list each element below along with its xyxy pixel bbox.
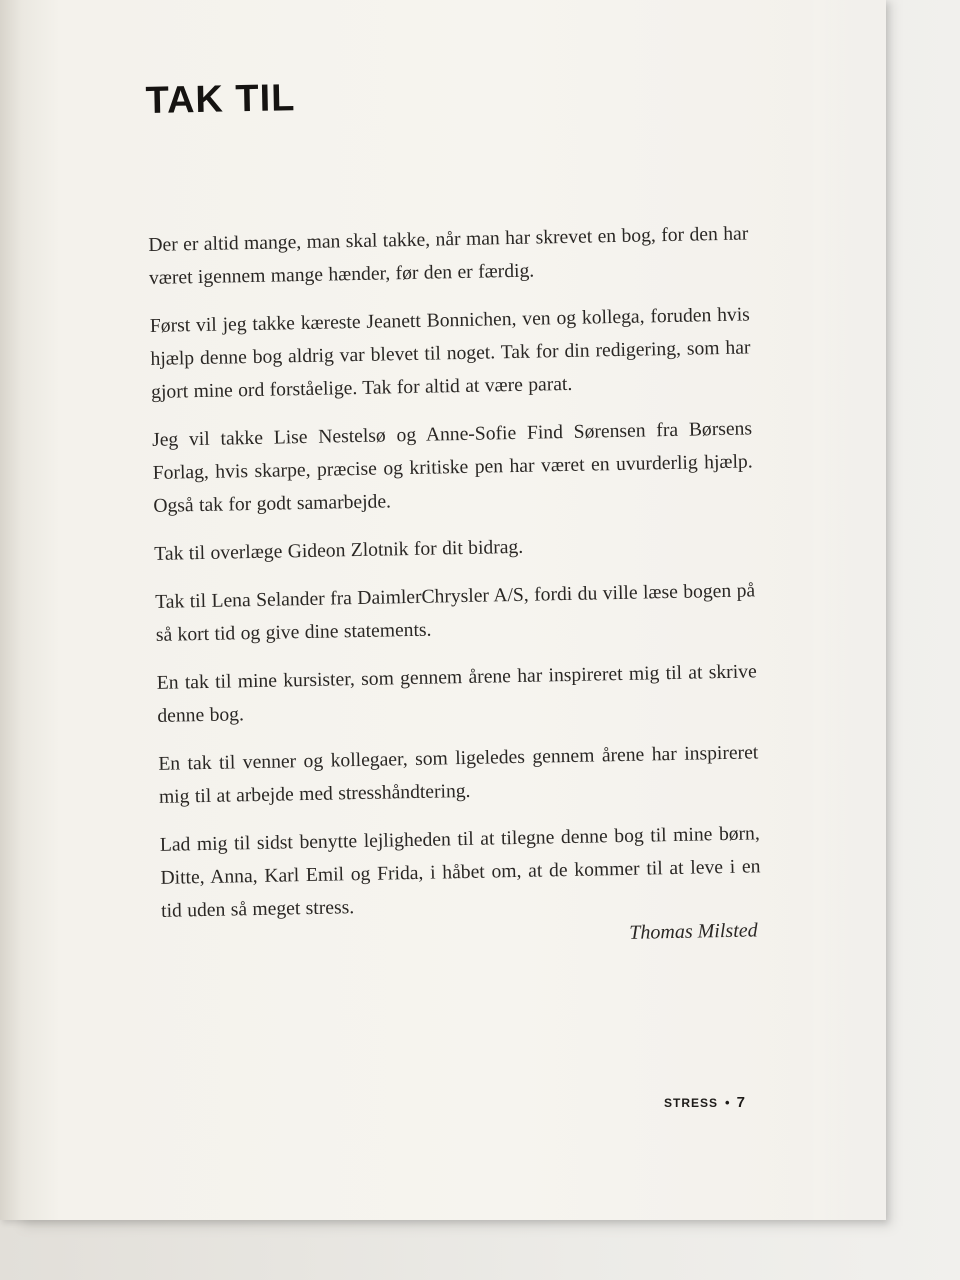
footer-separator: • — [725, 1095, 730, 1110]
page-content — [145, 58, 762, 953]
acknowledgements-text — [148, 217, 761, 927]
paragraph-5: Tak til Lena Selander fra DaimlerChrysler A/S, fordi du ville læse bogen på så kort tid og give dine statements. — [155, 580, 756, 646]
paragraph-3: Jeg vil takke Lise Nestelsø og Anne-Sofie Find Sørensen fra Børsens Forlag, hvis skarpe, præcise og kritiske pen har været en uvurderlig hjælp. Også tak for godt samarbejde. — [151, 418, 753, 517]
chapter-title: TAK TIL — [145, 77, 296, 122]
page-number: 7 — [736, 1094, 745, 1111]
paragraph-1: Der er altid mange, man skal takke, når man har skrevet en bog, for den har været igennem mange hænder, før den er færdig. — [148, 223, 749, 289]
page-footer — [664, 1094, 745, 1112]
page-edge — [804, 0, 886, 1220]
paragraph-8: Lad mig til sidst benytte lejligheden til at tilegne denne bog til mine børn, Ditte, Anna, Karl Emil og Frida, i håbet om, at de kommer til at leve i en tid uden så meget stress. — [159, 823, 761, 922]
paragraph-7: En tak til venner og kollegaer, som ligeledes gennem årene har inspireret mig til at arbejde med stresshåndtering. — [158, 742, 759, 808]
paragraph-6: En tak til mine kursister, som gennem årene har inspireret mig til at skrive denne bog. — [156, 661, 757, 727]
paragraph-2: Først vil jeg takke kæreste Jeanett Bonnichen, ven og kollega, foruden hvis hjælp denne bog aldrig var blevet til noget. Tak for din redigering, som har gjort mine ord forståelige. Tak for altid at være parat. — [149, 304, 751, 403]
running-head: STRESS — [664, 1096, 719, 1110]
author-signature: Thomas Milsted — [629, 919, 758, 944]
paragraph-4: Tak til overlæge Gideon Zlotnik for dit bidrag. — [154, 536, 524, 565]
